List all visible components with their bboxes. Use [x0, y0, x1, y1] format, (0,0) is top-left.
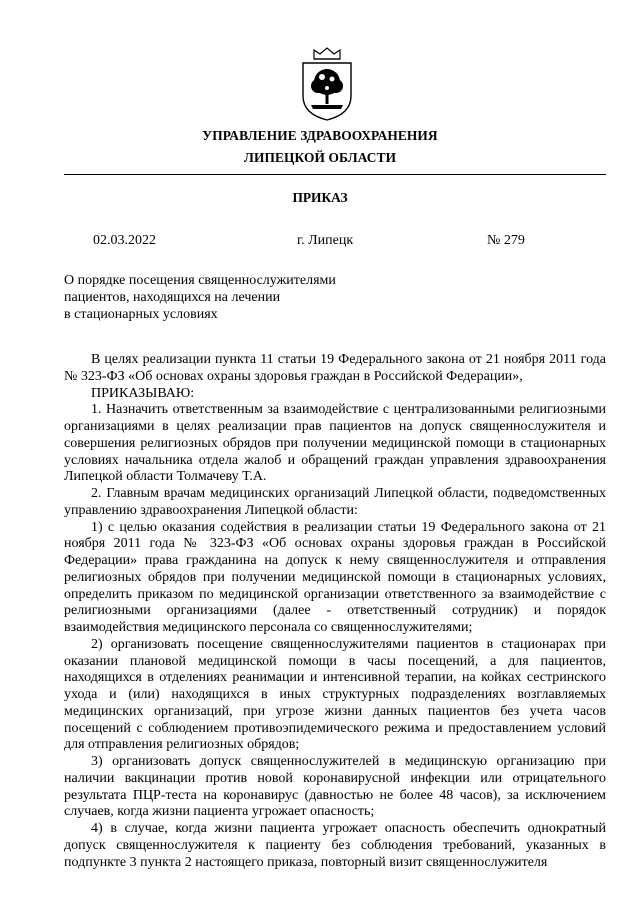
subject-line: О порядке посещения священнослужителями	[64, 273, 336, 288]
header-divider	[64, 174, 606, 175]
order-item-2: 2. Главным врачам медицинских организаций Липецкой области, подведомственных управлению здравоохранения Липецкой области:	[64, 486, 606, 518]
document-city: г. Липецк	[297, 233, 354, 248]
organization-name-line2: ЛИПЕЦКОЙ ОБЛАСТИ	[243, 150, 397, 165]
coat-of-arms-icon	[296, 46, 358, 122]
document-type-title: ПРИКАЗ	[292, 190, 348, 205]
subitem-1: 1) с целью оказания содействия в реализации статьи 19 Федерального закона от 21 ноября 2011 года № 323-ФЗ «Об основах охраны здоровья граждан в Российской Федерации» права гражданина на допуск к нему священнослужителя и отправления религиозных обрядов при получении медицинской помощи в стационарных условиях, определить приказом по медицинской организации ответственного за взаимодействие с религиозными организациями (далее - ответственный сотрудник) и порядок взаимодействия медицинского персонала со священнослужителями;	[64, 519, 606, 635]
subitem-2: 2) организовать посещение священнослужителями пациентов в стационарах при оказании плановой медицинской помощи в часы посещений, а для пациентов, находящихся в отделениях реанимации и интенсивной терапии, на койках сестринского ухода и (или) находящихся в иных структурных подразделениях возглавляемых медицинских организаций, при угрозе жизни данных пациентов без учета часов посещений с соблюдением противоэпидемического режима и предоставлением условий для отправления религиозных обрядов;	[64, 636, 606, 753]
document-number: № 279	[487, 233, 525, 248]
preamble-paragraph: В целях реализации пункта 11 статьи 19 Федерального закона от 21 ноября 2011 года № 323-ФЗ «Об основах охраны здоровья граждан в Российской Федерации»,	[64, 352, 606, 384]
document-date: 02.03.2022	[93, 233, 156, 248]
order-word: ПРИКАЗЫВАЮ:	[91, 385, 195, 401]
order-item-1: 1. Назначить ответственным за взаимодействие с централизованными религиозными организациями в целях реализации прав пациентов на допуск священнослужителя и совершения религиозных обрядов при получении медицинской помощи в стационарных условиях начальника отдела жалоб и обращений граждан управления здравоохранения Липецкой области Толмачеву Т.А.	[64, 402, 606, 485]
subject-line: пациентов, находящихся на лечении	[64, 290, 281, 306]
document-body	[64, 352, 606, 871]
subitem-4: 4) в случае, когда жизни пациента угрожает опасность обеспечить однократный допуск священнослужителя к пациенту без соблюдения требований, указанных в подпункте 3 пункта 2 настоящего приказа, повторный визит священнослужителя	[64, 821, 606, 870]
document-subject	[64, 272, 336, 324]
subitem-3: 3) организовать допуск священнослужителей в медицинскую организацию при наличии вакцинации против новой коронавирусной инфекции или отрицательного результата ПЦР-теста на коронавирус (давностью не более 48 часов), за исключением случаев, когда жизни пациента угрожает опасность;	[64, 754, 606, 820]
subject-line: в стационарных условиях	[64, 307, 218, 323]
organization-name-line1: УПРАВЛЕНИЕ ЗДРАВООХРАНЕНИЯ	[202, 128, 438, 143]
